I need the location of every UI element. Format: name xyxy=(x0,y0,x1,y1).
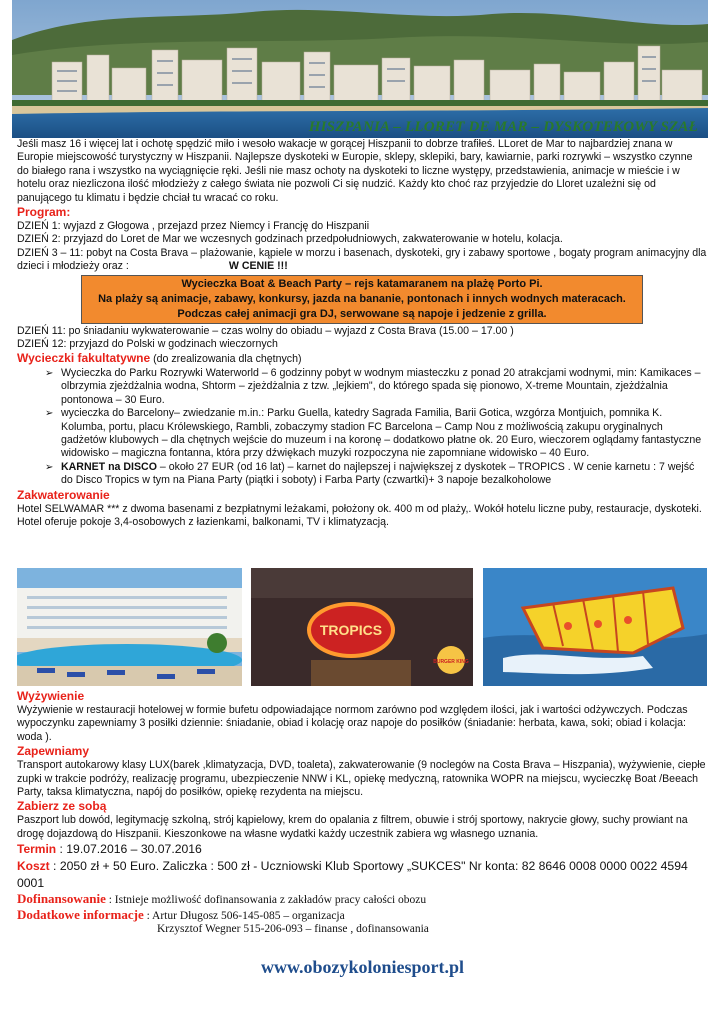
funding-value: : Istnieje możliwość dofinansowania z zakładów pracy całości obozu xyxy=(105,894,427,907)
hero-banner xyxy=(12,0,708,138)
program-day12: DZIEŃ 12: przyjazd do Polski w godzinach wieczornych xyxy=(17,338,278,351)
info-label: Dodatkowe informacje xyxy=(17,906,144,922)
bring-heading: Zabierz ze sobą xyxy=(17,799,107,814)
lloret-beach-photo xyxy=(12,0,708,138)
optional-heading-note: (do zrealizowania dla chętnych) xyxy=(150,353,302,366)
program-day11: DZIEŃ 11: po śniadaniu wykwaterowanie – czas wolny do obiadu – wyjazd z Costa Brava (15.00 – 17.00 ) xyxy=(17,324,514,337)
accommodation-heading: Zakwaterowanie xyxy=(17,487,110,502)
optional-item-text: wycieczka do Barcelony– zwiedzanie m.in.: Parku Guella, katedry Sagrada Familia, Barii Gotica, wzgórza Montjuich, pomnika K. Kolumba, portu, placu Królewskiego, Rambli, zobaczymy stadion FC Barcelona – Camp Nou z możliwością zakupu oryginalnych gadżetów klubowych – dla chętnych wejście do muzeum i na koronę – dodatkowo płatne ok. 20 Euro, wieczorem oglądamy fantastyczne widowisko – magiczna fontanna, która przy dźwiękach muzyki rozpoczyna nie zapomniane widowisko – 40 Euro. xyxy=(61,407,702,460)
w-cenie-label: W CENIE !!! xyxy=(228,260,288,273)
funding-row xyxy=(17,892,707,907)
cost-value: : 2050 zł + 50 Euro. Zaliczka : 500 zł - Uczniowski Klub Sportowy „SUKCES" Nr konta: 82 8646 0008 0000 0022 4594 0001 xyxy=(17,859,688,891)
accommodation-text: Hotel SELWAMAR *** z dwoma basenami z bezpłatnymi leżakami, położony ok. 400 m od plaży,. Wokół hotelu liczne puby, restauracje, dyskoteki. Hotel oferuje pokoje 3,4-osobowych z łazienkami, balkonami, TV i klimatyzacją. xyxy=(17,502,702,528)
optional-item-text: – około 27 EUR (od 16 lat) – karnet do najlepszej i największej z dyskotek – TROPICS . W cenie karnetu : 7 wejść do Disco Tropics w tym na Piana Party (piątki i soboty) i Farba Party (czwartki)+ 3 napoje bezalkoholowe xyxy=(61,460,695,487)
included-heading: Zapewniamy xyxy=(17,744,90,759)
content-lower xyxy=(17,689,707,936)
program-day2: DZIEŃ 2: przyjazd do Loret de Mar we wczesnych godzinach przedpołudniowych, zakwaterowanie w hotelu, kolacja. xyxy=(17,233,563,246)
funding-label: Dofinansowanie xyxy=(17,891,106,907)
program-heading: Program: xyxy=(17,205,71,220)
boat-party-box xyxy=(81,275,643,324)
cost-label: Koszt xyxy=(17,859,50,874)
info-row xyxy=(17,908,707,923)
inflatable-ride-photo xyxy=(483,568,707,686)
content xyxy=(17,138,707,529)
boat-party-line1: Wycieczka Boat & Beach Party – rejs katamaranem na plażę Porto Pi. xyxy=(181,277,543,290)
term-label: Termin xyxy=(17,842,57,857)
food-heading: Wyżywienie xyxy=(17,689,85,703)
hotel-pool-photo xyxy=(17,568,242,686)
website-link[interactable]: www.obozykoloniesport.pl xyxy=(260,957,465,977)
boat-party-line2: Na plaży są animacje, zabawy, konkursy, jazda na bananie, pontonach i innych wodnych materacach. xyxy=(98,292,626,305)
optional-item-text: Wycieczka do Parku Rozrywki Waterworld – 6 godzinny pobyt w wodnym miasteczku z ponad 20 atrakcjami wodnymi, min: Kamikaces – olbrzymia zjeżdżalnia wodna, Shtorm – zjeżdżalnia z tzw. „lejkiem", do którego spada się pionowo, X-treme Mountain, zjeżdżalnia pontonowa – 30 Euro. xyxy=(61,366,701,406)
arrow-bullet-icon: ➢ xyxy=(45,461,54,473)
arrow-bullet-icon: ➢ xyxy=(45,367,54,379)
included-text: Transport autokarowy klasy LUX(barek ,klimatyzacja, DVD, toaleta), zakwaterowanie (9 noclegów na Costa Brava – Hiszpania), wyżywienie, ciepłe zupki w trakcie podróży, realizację programu, ubezpieczenie NNW i KL, opiekę medyczną, ratownika WOPR na miejscu, wycieczkę Boat /Beeach Party, taksa klimatyczna, napój do posiłków, opiekę rezydenta na miejscu. xyxy=(17,759,706,799)
program-day1: DZIEŃ 1: wyjazd z Głogowa , przejazd przez Niemcy i Francję do Hiszpanii xyxy=(17,220,370,233)
tropics-disco-photo xyxy=(251,568,473,686)
bring-text: Paszport lub dowód, legitymację szkolną, strój kąpielowy, krem do opalania z filtrem, obuwie i strój sportowy, nakrycie głowy, suchy prowiant na drogę dojazdową do Hiszpanii. Kieszonkowe na własne wydatki każdy uczestnik zabiera wg własnego uznania. xyxy=(17,814,688,840)
cost-row xyxy=(17,858,707,892)
term-row xyxy=(17,841,707,858)
optional-item-disco xyxy=(45,460,707,488)
food-text: Wyżywienie w restauracji hotelowej w formie bufetu odpowiadające normom zarówno pod względem ilości, jak i wartości odżywczych. Podczas wypoczynku zapewniamy 3 posiłki dziennie: śniadanie, obiad i kolację oraz napoje do posiłków (śniadanie: herbata, kawa, soki; obiad i kolacja: woda ). xyxy=(17,704,688,743)
tropics-sign-text: TROPICS xyxy=(319,622,383,638)
optional-item-waterworld xyxy=(45,366,707,407)
arrow-bullet-icon: ➢ xyxy=(45,408,54,420)
disco-pass-label: KARNET na DISCO xyxy=(61,460,157,473)
optional-item-barcelona xyxy=(45,407,707,461)
program-day3-11-text: DZIEŃ 3 – 11: pobyt na Costa Brava – plażowanie, kąpiele w morzu i basenach, dyskoteki, gry i zabawy sportowe , bogaty program animacyjny dla dzieci i młodzieży oraz : xyxy=(17,246,707,273)
optional-heading: Wycieczki fakultatywne xyxy=(17,351,151,366)
boat-party-line3: Podczas całej animacji gra DJ, serwowane są napoje i jedzenie z grilla. xyxy=(177,307,547,320)
info-line2: Krzysztof Wegner 515-206-093 – finanse , dofinansowania xyxy=(157,923,429,936)
program-day3-11 xyxy=(17,247,707,274)
burger-sign-text: BURGER KING xyxy=(433,659,469,665)
term-value: : 19.07.2016 – 30.07.2016 xyxy=(56,842,202,857)
optional-list xyxy=(17,367,707,488)
hero-title: HISZPANIA – LLORET DE MAR – DYSKOTEKOWY SZAŁ xyxy=(308,119,698,135)
info-line1: : Artur Długosz 506-145-085 – organizacja xyxy=(143,909,345,922)
intro-paragraph: Jeśli masz 16 i więcej lat i ochotę spędzić miło i wesoło wakacje w gorącej Hiszpanii to dobrze trafiłeś. LLoret de Mar to najbardziej znana w Europie miejscowość turystyczny w Hiszpanii. Najlepsze dyskoteki w Europie, sklepy, sklepiki, bary, kawiarnie, parki rozrywki – wszystko czynne do białego rana i wszystko na wyciągnięcie ręki. Jeśli nie masz ochoty na dyskoteki to liczne występy, przedstawienia, animacje w mieście i w hotelu oraz niezliczona ilość młodzieży z całego świata nie pozwoli Ci się nudzić. Każdy kto choć raz przyjedzie do Lloret uzależni się od panującego tu klimatu i będzie chciał tu wracać co roku. xyxy=(17,138,693,204)
photos-row xyxy=(17,568,707,686)
optional-heading-row xyxy=(17,351,707,366)
